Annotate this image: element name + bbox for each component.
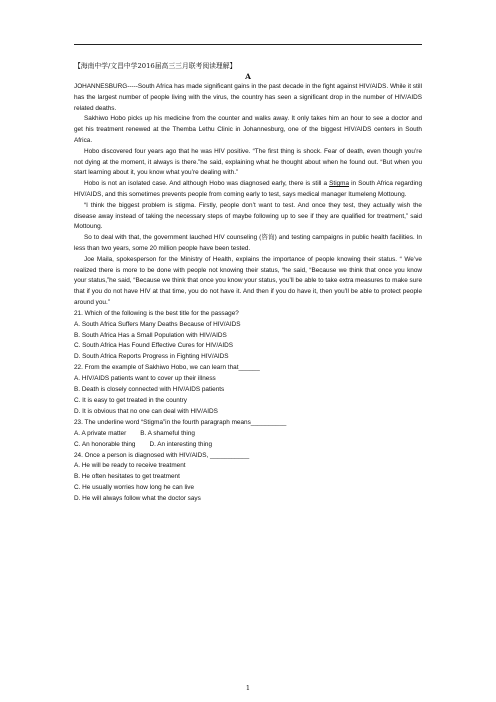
paragraph-6: So to deal with that, the government lauched HIV counseling (咨询) and testing campaigns in public health facilities. In less than two years, some 20 million people have been tested. (74, 234, 422, 252)
question-23 (74, 418, 422, 451)
option-d: D. He will always follow what the doctor says (74, 495, 201, 503)
option-row-ab (74, 429, 422, 440)
document-page (74, 44, 422, 505)
passage-label: A (245, 72, 251, 81)
paragraph-4 (74, 179, 422, 201)
question-stem: 21. Which of the following is the best title for the passage? (74, 309, 239, 317)
document-header: 【海南中学/文昌中学2016届高三三月联考阅读理解】 (74, 62, 237, 70)
option-b: B. He often hesitates to get treatment (74, 473, 180, 481)
question-stem: 23. The underline word “Stigma”in the fourth paragraph means__________ (74, 418, 287, 426)
option-c: C. South Africa Has Found Effective Cures for HIV/AIDS (74, 342, 234, 350)
paragraph-7: Joe Maila, spokesperson for the Ministry of Health, explains the importance of people knowing their status. “ We’ve realized there is more to be done with people not knowing their status, “he said, “Because we think that once you know your status,”he said, “Because we think that once you know your status, you’ll be able to take extra measures to make sure that if you do not have HIV at that time, you do not have it. And then if you do have it, then you’ll be able to protect people around you.” (74, 255, 422, 306)
option-d: D. It is obvious that no one can deal with HIV/AIDS (74, 407, 218, 415)
option-b: B. Death is closely connected with HIV/AIDS patients (74, 386, 225, 394)
question-22 (74, 363, 422, 418)
top-rule (74, 44, 422, 45)
paragraph-2: Sakhiwo Hobo picks up his medicine from the counter and walks away. It only takes him an hour to see a doctor and get his treatment renewed at the Themba Lethu Clinic in Johannesburg, one of the biggest HIV/AIDS centers in South Africa. (74, 115, 422, 144)
paragraph-5: “I think the biggest problem is stigma. Firstly, people don’t want to test. And once they test, they actually wish the disease away instead of taking the necessary steps of maybe following up to see if they are qualified for treatment,” said Mottoung. (74, 201, 422, 231)
option-a: A. A private matter (74, 429, 127, 437)
paragraph-4-before: Hobo is not an isolated case. And although Hobo was diagnosed early, there is still a (84, 180, 330, 188)
page-number: 1 (245, 684, 251, 692)
option-b: B. A shameful thing (140, 429, 195, 437)
question-21 (74, 309, 422, 364)
option-d: D. South Africa Reports Progress in Fighting HIV/AIDS (74, 353, 229, 361)
option-c: C. It is easy to get treated in the country (74, 396, 187, 404)
question-stem: 24. Once a person is diagnosed with HIV/AIDS, ___________ (74, 451, 250, 459)
paragraph-1: JOHANNESBURG-----South Africa has made significant gains in the past decade in the fight against HIV/AIDS. While it still has the largest number of people living with the virus, the country has seen a significant drop in the number of HIV/AIDS related deaths. (74, 83, 422, 112)
option-a: A. He will be ready to receive treatment (74, 462, 186, 470)
option-b: B. South Africa Has a Small Population with HIV/AIDS (74, 331, 227, 339)
option-a: A. South Africa Suffers Many Deaths Because of HIV/AIDS (74, 320, 241, 328)
option-row-cd (74, 440, 422, 451)
paragraph-4-after: in South Africa regarding HIV/AIDS, and this sometimes prevents people from coming early to test, says medical manager Itumeleng Mottoung. (74, 180, 422, 198)
stigma-underlined-word: Stigma (329, 180, 350, 188)
option-a: A. HIV/AIDS patients want to cover up their illness (74, 375, 216, 383)
question-stem: 22. From the example of Sakhiwo Hobo, we can learn that______ (74, 364, 260, 372)
question-24 (74, 451, 422, 506)
option-d: D. An interesting thing (149, 440, 212, 448)
option-c: C. An honorable thing (74, 440, 136, 448)
paragraph-3: Hobo discovered four years ago that he was HIV positive. “The first thing is shock. Fear of death, even though you’re not dying at the moment, it always is there.”he said, explaining what he thought about when he found out. “But when you start learning about it, you know what you’re dealing with.” (74, 147, 422, 177)
option-c: C. He usually worries how long he can live (74, 484, 195, 492)
